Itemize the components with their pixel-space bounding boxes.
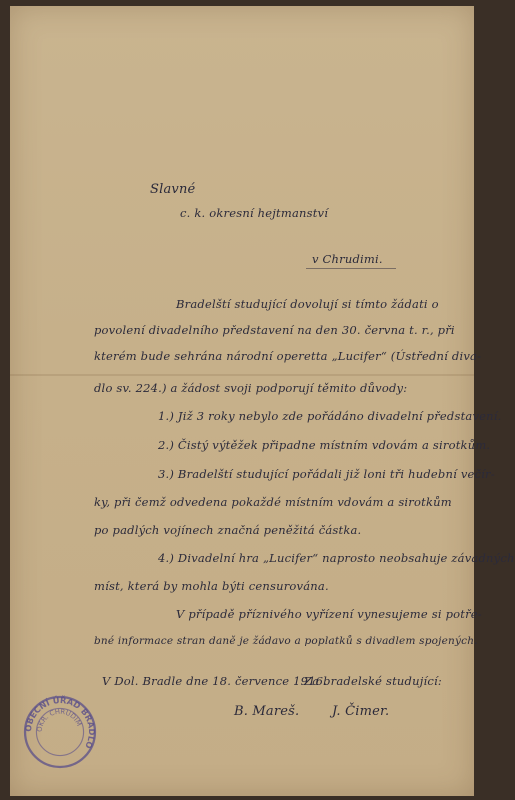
svg-text:OBECNÍ ÚŘAD BRADLO xyxy=(23,694,97,750)
reason-3-cont-1: ky, při čemž odvedena pokaždé místním vdovám a sirotkům xyxy=(94,495,452,509)
stamp-outer-text: OBECNÍ ÚŘAD BRADLO xyxy=(22,694,97,751)
closing-line-1: V případě příznivého vyřízení vynesujeme si potře- xyxy=(176,607,482,621)
signature-mares: B. Mareš. xyxy=(234,704,300,719)
authority-line: c. k. okresní hejtmanství xyxy=(180,206,329,220)
body-line-2: povolení divadelního představení na den 30. června t. r., při xyxy=(94,323,455,337)
stamp-inner-text: OKR. CHRUDIM xyxy=(35,707,84,733)
closing-line-2: bné informace stran daně je žádavo a poplatků s divadlem spojených. xyxy=(94,635,478,647)
reason-1: 1.) Již 3 roky nebylo zde pořádáno divadelní představení. xyxy=(158,409,502,423)
reason-4: 4.) Divadelní hra „Lucifer“ naprosto neobsahuje závadných xyxy=(158,551,515,565)
signed-for: Za bradelské studující: xyxy=(304,674,442,688)
svg-text:OKR. CHRUDIM xyxy=(36,708,83,733)
paper-fold xyxy=(10,374,474,376)
date-line: V Dol. Bradle dne 18. července 1916. xyxy=(102,674,328,688)
official-stamp xyxy=(22,694,98,770)
signature-cimer: J. Čimer. xyxy=(332,704,390,719)
reason-4-cont: míst, která by mohla býti censurována. xyxy=(94,579,329,593)
salutation: Slavné xyxy=(150,182,196,197)
document-sheet xyxy=(10,6,515,796)
body-line-1: Bradelští studující dovolují si tímto žádati o xyxy=(176,297,439,311)
body-line-3: kterém bude sehrána národní operetta „Lucifer“ (Ústřední diva- xyxy=(94,349,482,363)
location-underline xyxy=(306,268,396,269)
location-line: v Chrudimi. xyxy=(312,252,383,266)
reason-2: 2.) Čistý výtěžek připadne místním vdovám a sirotkům. xyxy=(158,438,491,452)
body-line-4: dlo sv. 224.) a žádost svoji podporují těmito důvody: xyxy=(94,381,408,395)
reason-3: 3.) Bradelští studující pořádali již loni tři hudební večír- xyxy=(158,467,495,481)
reason-3-cont-2: po padlých vojínech značná peněžitá částka. xyxy=(94,523,362,537)
